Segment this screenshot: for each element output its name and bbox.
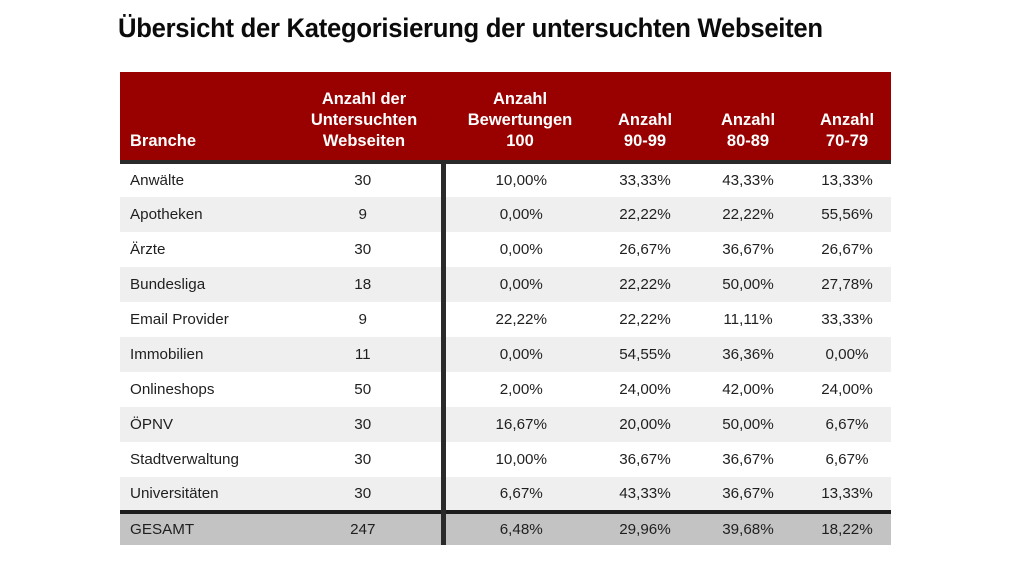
table-row — [120, 267, 891, 302]
value-cell: 2,00% — [443, 372, 597, 407]
value-cell: 30 — [285, 442, 443, 477]
table-row — [120, 162, 891, 197]
value-cell: 9 — [285, 302, 443, 337]
total-value-cell: 247 — [285, 512, 443, 545]
total-value-cell: 39,68% — [693, 512, 803, 545]
table-header-row — [120, 72, 891, 162]
column-header-anzahl-70-79: Anzahl 70-79 — [803, 72, 891, 162]
value-cell: 50,00% — [693, 267, 803, 302]
value-cell: 6,67% — [803, 407, 891, 442]
total-row — [120, 512, 891, 545]
table-row — [120, 232, 891, 267]
value-cell: 36,67% — [693, 442, 803, 477]
table-row — [120, 442, 891, 477]
value-cell: 36,67% — [597, 442, 693, 477]
value-cell: 30 — [285, 477, 443, 512]
value-cell: 6,67% — [443, 477, 597, 512]
table-row — [120, 197, 891, 232]
value-cell: 11,11% — [693, 302, 803, 337]
value-cell: 22,22% — [443, 302, 597, 337]
value-cell: 22,22% — [597, 302, 693, 337]
value-cell: 13,33% — [803, 162, 891, 197]
value-cell: 55,56% — [803, 197, 891, 232]
total-value-cell: 18,22% — [803, 512, 891, 545]
value-cell: 30 — [285, 232, 443, 267]
branche-cell: Stadtverwaltung — [120, 442, 285, 477]
page-title: Übersicht der Kategorisierung der untersuchten Webseiten — [118, 13, 823, 43]
branche-cell: Universitäten — [120, 477, 285, 512]
table-row — [120, 407, 891, 442]
value-cell: 13,33% — [803, 477, 891, 512]
value-cell: 30 — [285, 162, 443, 197]
value-cell: 36,36% — [693, 337, 803, 372]
branche-cell: Immobilien — [120, 337, 285, 372]
value-cell: 9 — [285, 197, 443, 232]
total-label-cell: GESAMT — [120, 512, 285, 545]
value-cell: 22,22% — [693, 197, 803, 232]
value-cell: 36,67% — [693, 232, 803, 267]
value-cell: 10,00% — [443, 442, 597, 477]
value-cell: 33,33% — [803, 302, 891, 337]
value-cell: 24,00% — [803, 372, 891, 407]
value-cell: 26,67% — [803, 232, 891, 267]
value-cell: 0,00% — [443, 232, 597, 267]
table-row — [120, 302, 891, 337]
value-cell: 0,00% — [443, 337, 597, 372]
value-cell: 54,55% — [597, 337, 693, 372]
value-cell: 16,67% — [443, 407, 597, 442]
value-cell: 20,00% — [597, 407, 693, 442]
value-cell: 18 — [285, 267, 443, 302]
value-cell: 0,00% — [443, 197, 597, 232]
value-cell: 0,00% — [443, 267, 597, 302]
value-cell: 50 — [285, 372, 443, 407]
branche-cell: Apotheken — [120, 197, 285, 232]
column-header-anzahl-90-99: Anzahl 90-99 — [597, 72, 693, 162]
categorization-table — [120, 72, 891, 545]
branche-cell: Anwälte — [120, 162, 285, 197]
value-cell: 50,00% — [693, 407, 803, 442]
value-cell: 43,33% — [597, 477, 693, 512]
branche-cell: Bundesliga — [120, 267, 285, 302]
branche-cell: Email Provider — [120, 302, 285, 337]
value-cell: 36,67% — [693, 477, 803, 512]
table-row — [120, 372, 891, 407]
table-row — [120, 477, 891, 512]
total-value-cell: 6,48% — [443, 512, 597, 545]
table-header — [120, 72, 891, 162]
table-row — [120, 337, 891, 372]
branche-cell: Ärzte — [120, 232, 285, 267]
column-header-branche: Branche — [120, 72, 285, 162]
value-cell: 0,00% — [803, 337, 891, 372]
value-cell: 26,67% — [597, 232, 693, 267]
value-cell: 27,78% — [803, 267, 891, 302]
column-header-anzahl-bewertungen-100: Anzahl Bewertungen 100 — [443, 72, 597, 162]
branche-cell: Onlineshops — [120, 372, 285, 407]
value-cell: 10,00% — [443, 162, 597, 197]
value-cell: 11 — [285, 337, 443, 372]
column-header-anzahl-80-89: Anzahl 80-89 — [693, 72, 803, 162]
column-header-anzahl-untersuchte-webseiten: Anzahl der Untersuchten Webseiten — [285, 72, 443, 162]
value-cell: 22,22% — [597, 197, 693, 232]
value-cell: 43,33% — [693, 162, 803, 197]
value-cell: 42,00% — [693, 372, 803, 407]
value-cell: 24,00% — [597, 372, 693, 407]
value-cell: 33,33% — [597, 162, 693, 197]
table-footer — [120, 512, 891, 545]
value-cell: 6,67% — [803, 442, 891, 477]
branche-cell: ÖPNV — [120, 407, 285, 442]
total-value-cell: 29,96% — [597, 512, 693, 545]
table-body — [120, 162, 891, 512]
value-cell: 22,22% — [597, 267, 693, 302]
value-cell: 30 — [285, 407, 443, 442]
